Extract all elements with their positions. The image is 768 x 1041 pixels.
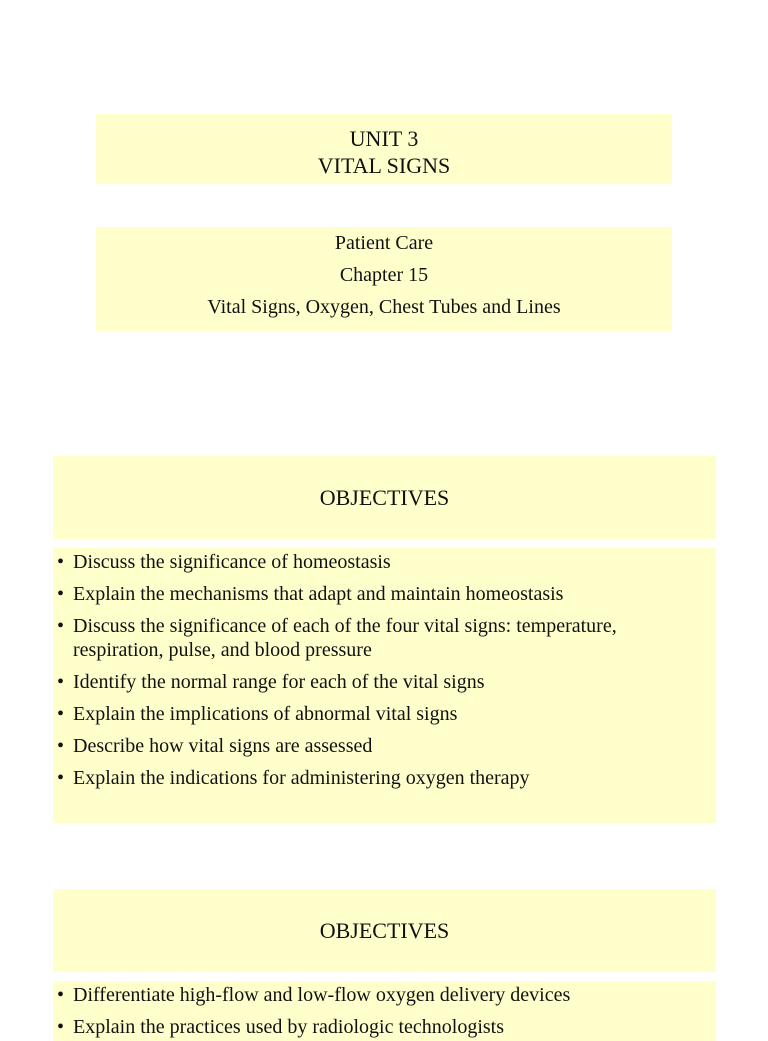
course-name: Patient Care bbox=[334, 232, 434, 254]
objectives-list-box-2 bbox=[53, 981, 716, 1041]
unit-number: UNIT 3 bbox=[349, 126, 419, 151]
objectives-list-box-1 bbox=[53, 548, 716, 823]
objectives-heading-text: OBJECTIVES bbox=[319, 484, 450, 510]
list-item: • Explain the implications of abnormal vital signs bbox=[73, 702, 692, 726]
list-item: • Discuss the significance of each of the four vital signs: temperature, respiration, pulse, and blood pressure bbox=[73, 614, 692, 662]
list-item: • Explain the mechanisms that adapt and maintain homeostasis bbox=[73, 582, 692, 606]
list-item: • Discuss the significance of homeostasis bbox=[73, 550, 692, 574]
chapter-title: Vital Signs, Oxygen, Chest Tubes and Lines bbox=[207, 296, 561, 318]
chapter-subtitle-box bbox=[96, 227, 672, 331]
objectives-list-1 bbox=[73, 550, 692, 790]
objectives-heading-text: OBJECTIVES bbox=[319, 917, 450, 943]
unit-name: VITAL SIGNS bbox=[317, 153, 451, 178]
objectives-list-2 bbox=[73, 983, 692, 1039]
chapter-number: Chapter 15 bbox=[339, 264, 429, 286]
list-item: • Identify the normal range for each of the vital signs bbox=[73, 670, 692, 694]
unit-title-box bbox=[96, 114, 672, 184]
list-item: • Explain the practices used by radiologic technologists bbox=[73, 1015, 692, 1039]
list-item: • Describe how vital signs are assessed bbox=[73, 734, 692, 758]
list-item: • Explain the indications for administering oxygen therapy bbox=[73, 766, 692, 790]
objectives-heading-1 bbox=[53, 456, 716, 539]
objectives-heading-2 bbox=[53, 889, 716, 972]
list-item: • Differentiate high-flow and low-flow oxygen delivery devices bbox=[73, 983, 692, 1007]
